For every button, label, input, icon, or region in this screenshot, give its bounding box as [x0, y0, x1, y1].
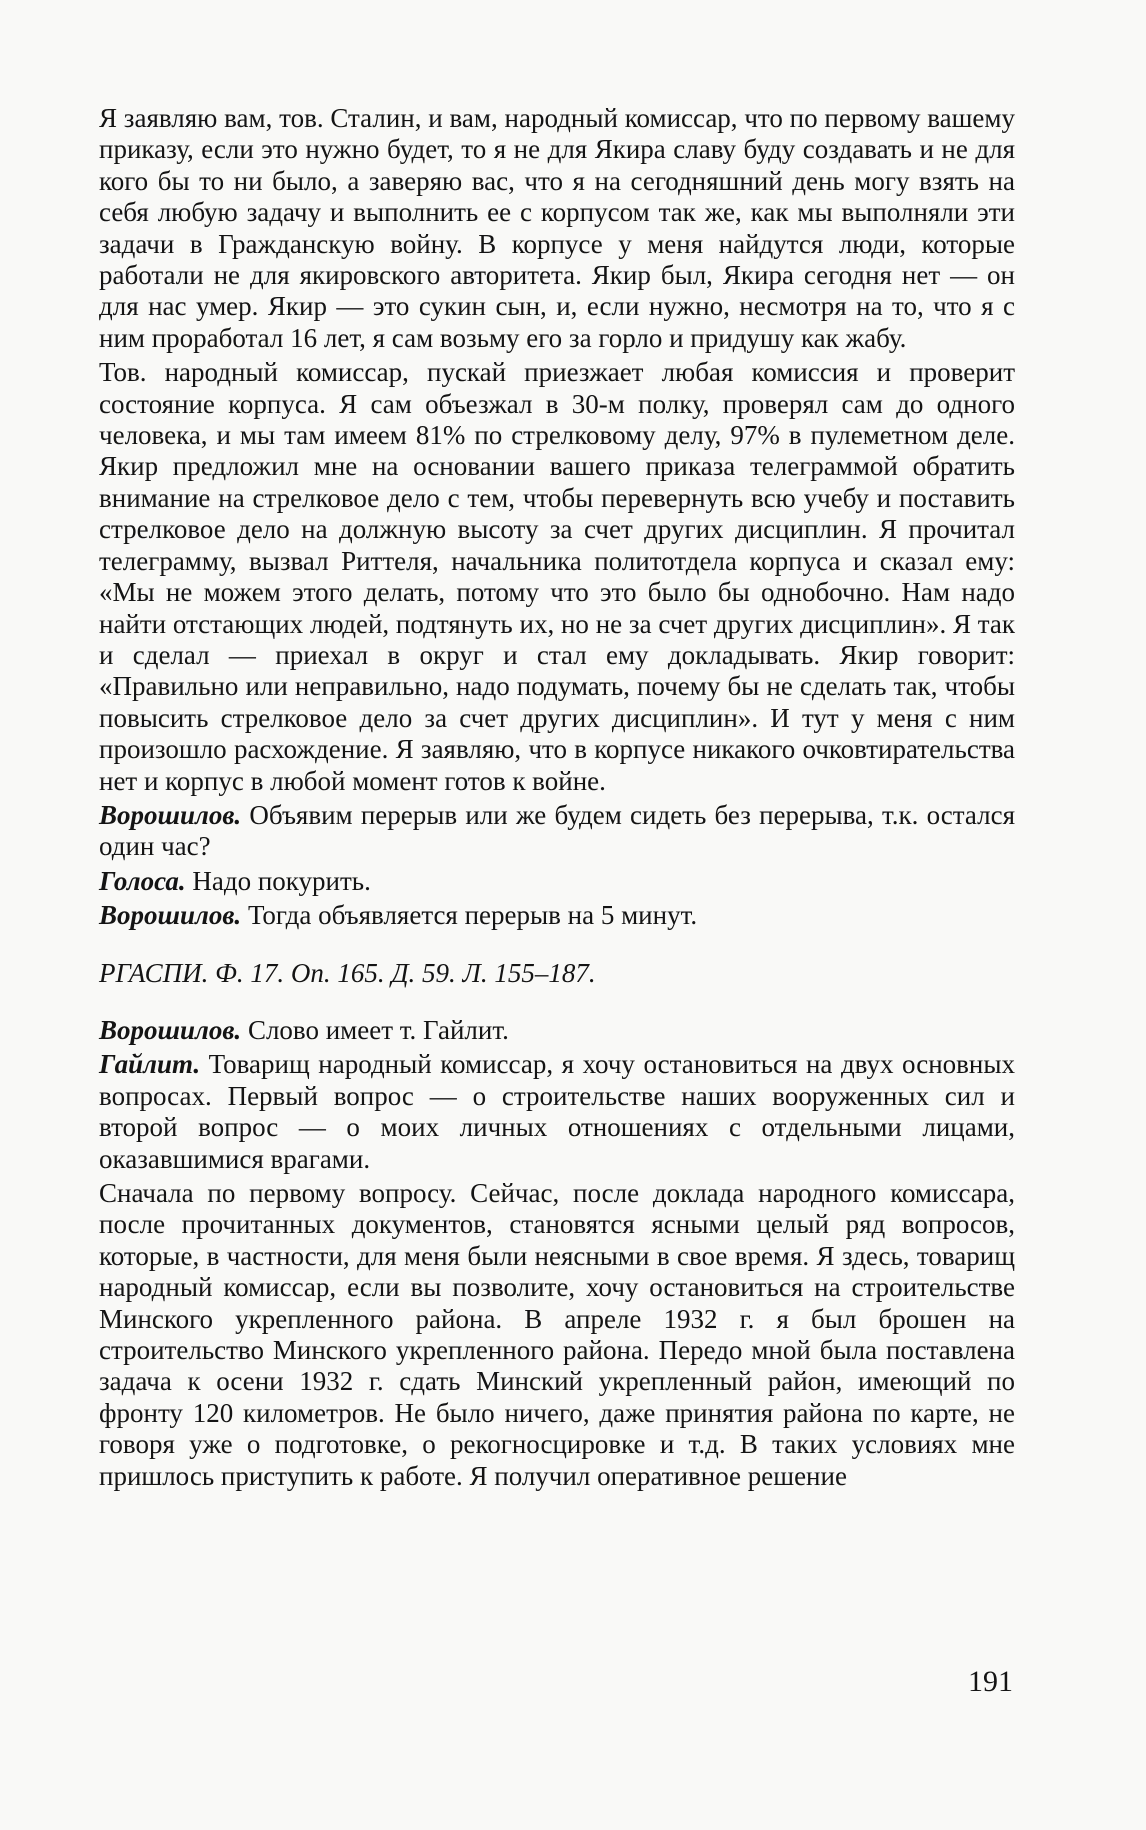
speech-text: Слово имеет т. Гайлит. — [241, 1014, 509, 1045]
speaker-name: Ворошилов. — [99, 799, 242, 830]
dialogue-line — [99, 800, 1015, 863]
speaker-name: Гайлит. — [99, 1049, 201, 1080]
paragraph: Я заявляю вам, тов. Сталин, и вам, народный комиссар, что по первому вашему приказу, если это нужно будет, то я не для Якира славу буду создавать и не для кого бы то ни было, а заверяю вас, что я на сегодняшний день могу взять на себя любую задачу и выполнить ее с корпусом так же, как мы выполняли эти задачи в Гражданскую войну. В корпусе у меня найдутся люди, которые работали не для якировского авторитета. Якир был, Якира сегодня нет — он для нас умер. Якир — это сукин сын, и, если нужно, несмотря на то, что я с ним проработал 16 лет, я сам возьму его за горло и придушу как жабу. — [99, 103, 1015, 353]
page-number: 191 — [968, 1665, 1013, 1698]
dialogue-line — [99, 900, 1015, 931]
paragraph: Сначала по первому вопросу. Сейчас, после доклада народного комиссара, после прочитанных документов, становятся ясными целый ряд вопросов, которые, в частности, для меня были неясными в свое время. Я здесь, товарищ народный комиссар, если вы позволите, хочу остановиться на строительстве Минского укрепленного района. В апреле 1932 г. я был брошен на строительство Минского укрепленного района. Передо мной была поставлена задача к осени 1932 г. сдать Минский укрепленный район, имеющий по фронту 120 километров. Не было ничего, даже принятия района по карте, не говоря уже о подготовке, о рекогносцировке и т.д. В таких условиях мне пришлось приступить к работе. Я получил оперативное решение — [99, 1178, 1015, 1491]
dialogue-line — [99, 1049, 1015, 1175]
archive-reference: РГАСПИ. Ф. 17. Оп. 165. Д. 59. Л. 155–187. — [99, 957, 596, 988]
speaker-name: Голоса. — [99, 865, 186, 896]
speech-text: Товарищ народный комиссар, я хочу остановиться на двух основных вопросах. Первый вопрос — о строительстве наших вооруженных сил и второй вопрос — о моих личных отношениях с отдельными лицами, оказавшимися врагами. — [99, 1049, 1015, 1174]
speech-text: Тогда объявляется перерыв на 5 минут. — [241, 900, 698, 931]
dialogue-line — [99, 1015, 1015, 1046]
speaker-name: Ворошилов. — [99, 1014, 242, 1045]
speech-text: Объявим перерыв или же будем сидеть без перерыва, т.к. остался один час? — [99, 799, 1015, 862]
body-text — [99, 103, 1015, 1492]
paragraph: Тов. народный комиссар, пускай приезжает любая комиссия и проверит состояние корпуса. Я сам объезжал в 30-м полку, проверял сам до одного человека, и мы там имеем 81% по стрелковому делу, 97% в пулеметном деле. Якир предложил мне на основании вашего приказа телеграммой обратить внимание на стрелковое дело с тем, чтобы перевернуть всю учебу и поставить стрелковое дело на должную высоту за счет других дисциплин. Я прочитал телеграмму, вызвал Риттеля, начальника политотдела корпуса и сказал ему: «Мы не можем этого делать, потому что это было бы однобочно. Нам надо найти отстающих людей, подтянуть их, но не за счет других дисциплин». Я так и сделал — приехал в округ и стал ему докладывать. Якир говорит: «Правильно или неправильно, надо подумать, почему бы не сделать так, чтобы повысить стрелковое дело за счет других дисциплин». И тут у меня с ним произошло расхождение. Я заявляю, что в корпусе никакого очковтирательства нет и корпус в любой момент готов к войне. — [99, 357, 1015, 796]
speaker-name: Ворошилов. — [99, 900, 242, 931]
speech-text: Надо покурить. — [185, 865, 371, 896]
dialogue-line — [99, 866, 1015, 897]
